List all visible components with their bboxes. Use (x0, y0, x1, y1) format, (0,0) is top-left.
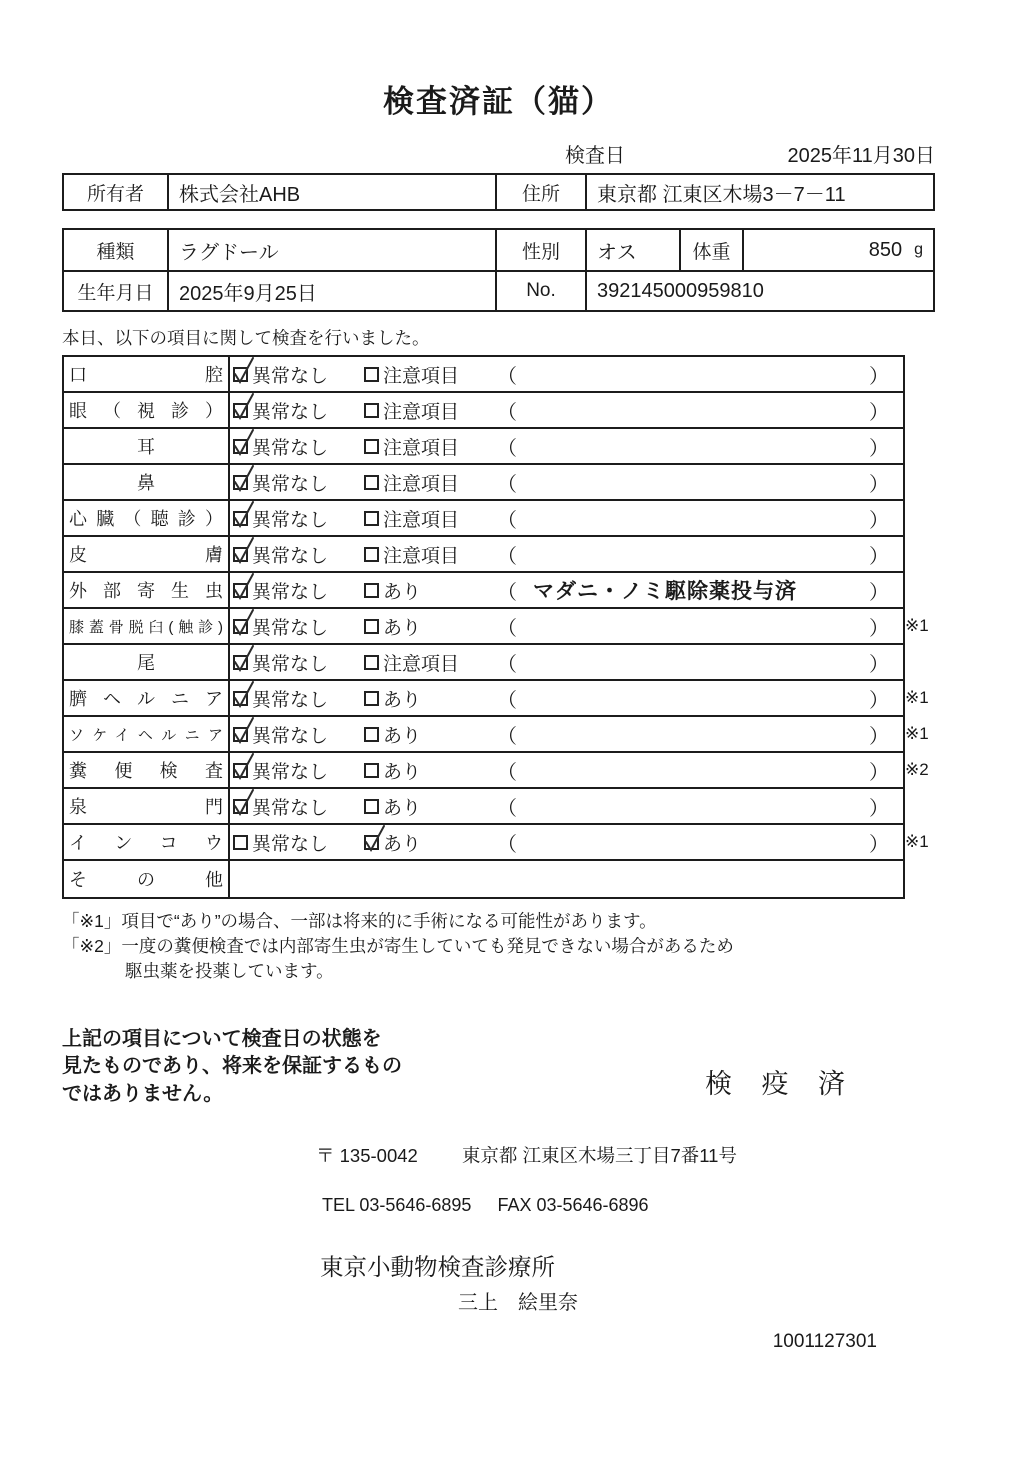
checklist-item-body (230, 609, 903, 643)
paren-close: ） (869, 473, 889, 496)
weight-value-cell (742, 230, 933, 270)
option-attention (364, 541, 497, 568)
check-mark-icon (232, 679, 256, 709)
checkbox (233, 475, 248, 490)
checklist-item-body (230, 357, 903, 391)
option-no-abnormality (233, 397, 364, 424)
checkbox (233, 655, 248, 670)
paren-open: （ (497, 437, 517, 460)
weight-unit: g (914, 241, 923, 258)
option-attention (364, 757, 497, 784)
checkbox (233, 403, 248, 418)
paren-close: ） (869, 797, 889, 820)
option-label: 異常なし (252, 581, 329, 603)
checklist-item-label: 眼 （ 視 診 ） (64, 393, 230, 427)
clinic-contact-line (62, 1195, 935, 1216)
option-no-abnormality (233, 541, 364, 568)
checklist-item-body (230, 465, 903, 499)
address-value: 東京都 江東区木場3－7－11 (585, 175, 933, 209)
checklist-row (64, 609, 929, 645)
serial-number: 1001127301 (772, 1330, 877, 1352)
checklist-row (64, 465, 903, 501)
check-mark-icon (232, 787, 256, 817)
option-label: 異常なし (252, 365, 329, 387)
checklist-row (64, 573, 903, 609)
check-mark-icon (232, 571, 256, 601)
paren-close: ） (869, 653, 889, 676)
paren-close: ） (869, 401, 889, 424)
checkbox (364, 403, 379, 418)
footnote-marker: ※2 (905, 760, 929, 779)
checkbox (233, 619, 248, 634)
bottom-block (62, 1026, 935, 1126)
checklist-row (64, 825, 929, 861)
sex-value: オス (585, 230, 679, 270)
paren-open: （ (497, 833, 517, 856)
option-label: あり (383, 617, 422, 639)
check-mark-icon (232, 715, 256, 745)
paren-close: ） (869, 761, 889, 784)
paren-open: （ (497, 473, 517, 496)
option-label: 異常なし (252, 509, 329, 531)
option-label: 異常なし (252, 437, 329, 459)
checklist-row (64, 861, 903, 897)
checkbox (233, 727, 248, 742)
option-no-abnormality (233, 505, 364, 532)
checklist-item-label: 心 臓 （ 聴 診 ） (64, 501, 230, 535)
checklist-item-label: 泉 門 (64, 789, 230, 823)
no-value: 392145000959810 (585, 272, 933, 310)
option-attention (364, 577, 497, 604)
option-label: 異常なし (252, 833, 329, 855)
checklist-item-label: 尾 (64, 645, 230, 679)
option-label: 異常なし (252, 617, 329, 639)
checklist-table (62, 355, 929, 899)
option-attention (364, 613, 497, 640)
checklist-item-body (230, 573, 903, 607)
checkbox (364, 475, 379, 490)
owner-table (62, 173, 935, 211)
paren-close: ） (869, 833, 889, 856)
check-mark-icon (232, 499, 256, 529)
birth-value: 2025年9月25日 (167, 272, 495, 310)
checklist-row (64, 537, 903, 573)
address-label: 住所 (495, 175, 585, 209)
breed-value: ラグドール (167, 230, 495, 270)
option-label: あり (383, 581, 422, 603)
footnote-marker: ※1 (905, 688, 929, 707)
checklist-item-label: 糞 便 検 査 (64, 753, 230, 787)
option-label: 異常なし (252, 401, 329, 423)
option-no-abnormality (233, 685, 364, 712)
disclaimer-line-2: 見たものであり、将来を保証するもの (62, 1055, 402, 1078)
footnote-marker: ※1 (905, 616, 929, 635)
checklist-row (64, 429, 903, 465)
checkbox (233, 763, 248, 778)
checklist-item-body (230, 681, 903, 715)
footnote-2-continued: 駆虫薬を投薬しています。 (125, 960, 334, 981)
clinic-address: 東京都 江東区木場三丁目7番11号 (461, 1144, 737, 1166)
checkbox (364, 835, 379, 850)
checkbox (364, 367, 379, 382)
checkbox (364, 619, 379, 634)
checkbox (364, 439, 379, 454)
option-no-abnormality (233, 469, 364, 496)
sex-label: 性別 (495, 230, 585, 270)
checkbox (364, 691, 379, 706)
paren-open: （ (497, 725, 517, 748)
checklist-item-label: 耳 (64, 429, 230, 463)
paren-close: ） (869, 545, 889, 568)
clinic-tel: TEL 03-5646-6895 (322, 1194, 472, 1215)
option-no-abnormality (233, 757, 364, 784)
checkbox (233, 367, 248, 382)
checklist-item-body (230, 825, 903, 859)
remark-text: マダニ・ノミ駆除薬投与済 (533, 580, 797, 603)
checkbox (233, 547, 248, 562)
checklist-item-label: そ の 他 (64, 861, 230, 897)
disclaimer-line-3: ではありません。 (62, 1082, 224, 1105)
checkbox (364, 547, 379, 562)
checklist-item-label: 鼻 (64, 465, 230, 499)
check-mark-icon (232, 427, 256, 457)
no-label: No. (495, 272, 585, 310)
option-attention (364, 829, 497, 856)
checklist-row (64, 645, 903, 681)
footnote-2: 「※2」一度の糞便検査では内部寄生虫が寄生していても発見できない場合があるため (62, 935, 734, 956)
option-label: 異常なし (252, 545, 329, 567)
option-attention (364, 433, 497, 460)
checkbox (233, 835, 248, 850)
inspection-date-label: 検査日 (565, 145, 625, 167)
checklist-item-label: ソケイヘルニア (64, 717, 230, 751)
page-title: 検査済証（猫） (383, 84, 614, 119)
checklist-item-body (230, 429, 903, 463)
option-attention (364, 685, 497, 712)
weight-value: 850 (868, 238, 903, 261)
paren-open: （ (497, 401, 517, 424)
footnotes (62, 909, 935, 984)
checklist-item-label: 膝蓋骨脱臼(触診) (64, 609, 230, 643)
checklist-item-label: 口 腔 (64, 357, 230, 391)
clinic-fax: FAX 03-5646-6896 (497, 1194, 649, 1215)
paren-close: ） (869, 617, 889, 640)
paren-open: （ (497, 689, 517, 712)
paren-open: （ (497, 581, 517, 604)
check-mark-icon (232, 355, 256, 385)
option-label: 異常なし (252, 473, 329, 495)
option-label: あり (383, 689, 422, 711)
paren-open: （ (497, 365, 517, 388)
paren-close: ） (869, 581, 889, 604)
option-no-abnormality (233, 793, 364, 820)
check-mark-icon (232, 643, 256, 673)
option-attention (364, 793, 497, 820)
owner-label: 所有者 (86, 183, 144, 205)
animal-info-table (62, 228, 935, 312)
check-mark-icon (232, 535, 256, 565)
breed-label: 種類 (96, 241, 135, 263)
check-mark-icon (232, 751, 256, 781)
birth-label: 生年月日 (77, 282, 154, 304)
paren-close: ） (869, 437, 889, 460)
clinic-address-line (62, 1142, 935, 1168)
option-no-abnormality (233, 721, 364, 748)
footnote-marker: ※1 (905, 724, 929, 743)
paren-open: （ (497, 509, 517, 532)
checkbox (233, 439, 248, 454)
option-no-abnormality (233, 649, 364, 676)
postal-code: 〒 135-0042 (316, 1144, 418, 1166)
option-label: 注意項目 (383, 437, 460, 459)
option-label: あり (383, 725, 422, 747)
checklist-row (64, 357, 903, 393)
checklist-row (64, 393, 903, 429)
checkbox (364, 655, 379, 670)
disclaimer (62, 1026, 472, 1109)
footnote-marker: ※1 (905, 832, 929, 851)
checkbox (233, 583, 248, 598)
veterinarian-name: 三上 絵里奈 (458, 1291, 578, 1314)
option-no-abnormality (233, 829, 364, 856)
intro-text: 本日、以下の項目に関して検査を行いました。 (62, 328, 430, 348)
checkbox (364, 511, 379, 526)
footnote-1: 「※1」項目で“あり”の場合、一部は将来的に手術になる可能性があります。 (62, 911, 657, 931)
option-no-abnormality (233, 433, 364, 460)
inspection-date-value: 2025年11月30日 (787, 145, 935, 167)
option-no-abnormality (233, 361, 364, 388)
option-label: あり (383, 761, 422, 783)
checkbox (233, 799, 248, 814)
option-attention (364, 469, 497, 496)
quarantine-stamp: 検 疫 済 (705, 1068, 857, 1099)
option-label: 異常なし (252, 797, 329, 819)
checkbox (364, 763, 379, 778)
checklist-item-body (230, 861, 903, 897)
checkbox (364, 799, 379, 814)
checklist-item-body (230, 645, 903, 679)
option-attention (364, 649, 497, 676)
disclaimer-line-1: 上記の項目について検査日の状態を (62, 1027, 382, 1050)
paren-open: （ (497, 653, 517, 676)
check-mark-icon (232, 463, 256, 493)
option-no-abnormality (233, 577, 364, 604)
option-label: 注意項目 (383, 545, 460, 567)
checkbox (233, 691, 248, 706)
paren-close: ） (869, 725, 889, 748)
checklist-row (64, 681, 929, 717)
checklist-item-label: 外 部 寄 生 虫 (64, 573, 230, 607)
checkbox (364, 727, 379, 742)
checkbox (364, 583, 379, 598)
check-mark-icon (232, 607, 256, 637)
option-label: あり (383, 797, 422, 819)
checklist-item-body (230, 753, 903, 787)
option-label: 異常なし (252, 689, 329, 711)
checklist-row (64, 717, 929, 753)
option-label: 異常なし (252, 725, 329, 747)
checklist-item-body (230, 717, 903, 751)
paren-open: （ (497, 617, 517, 640)
paren-close: ） (869, 689, 889, 712)
option-attention (364, 721, 497, 748)
checklist-item-label: 皮 膚 (64, 537, 230, 571)
checklist-item-body (230, 501, 903, 535)
checklist-item-label: イ ン コ ウ (64, 825, 230, 859)
paren-open: （ (497, 797, 517, 820)
checklist-row (64, 501, 903, 537)
check-mark-icon (232, 391, 256, 421)
checklist-item-label: 臍 ヘ ル ニ ア (64, 681, 230, 715)
option-label: 注意項目 (383, 365, 460, 387)
checklist-item-body (230, 393, 903, 427)
option-label: 異常なし (252, 761, 329, 783)
option-label: 異常なし (252, 653, 329, 675)
option-label: 注意項目 (383, 473, 460, 495)
checklist-row (64, 789, 903, 825)
option-attention (364, 397, 497, 424)
owner-value: 株式会社AHB (167, 175, 495, 209)
option-attention (364, 505, 497, 532)
paren-open: （ (497, 545, 517, 568)
option-label: 注意項目 (383, 509, 460, 531)
clinic-name: 東京小動物検査診療所 (320, 1253, 555, 1280)
check-mark-icon (363, 823, 387, 853)
option-label: 注意項目 (383, 653, 460, 675)
checklist-item-body (230, 537, 903, 571)
checkbox (233, 511, 248, 526)
paren-open: （ (497, 761, 517, 784)
inspection-date-row (62, 137, 935, 167)
weight-label: 体重 (679, 230, 742, 270)
option-no-abnormality (233, 613, 364, 640)
option-label: あり (383, 833, 422, 855)
checklist-item-body (230, 789, 903, 823)
paren-close: ） (869, 365, 889, 388)
paren-close: ） (869, 509, 889, 532)
checklist-row (64, 753, 929, 789)
option-attention (364, 361, 497, 388)
option-label: 注意項目 (383, 401, 460, 423)
